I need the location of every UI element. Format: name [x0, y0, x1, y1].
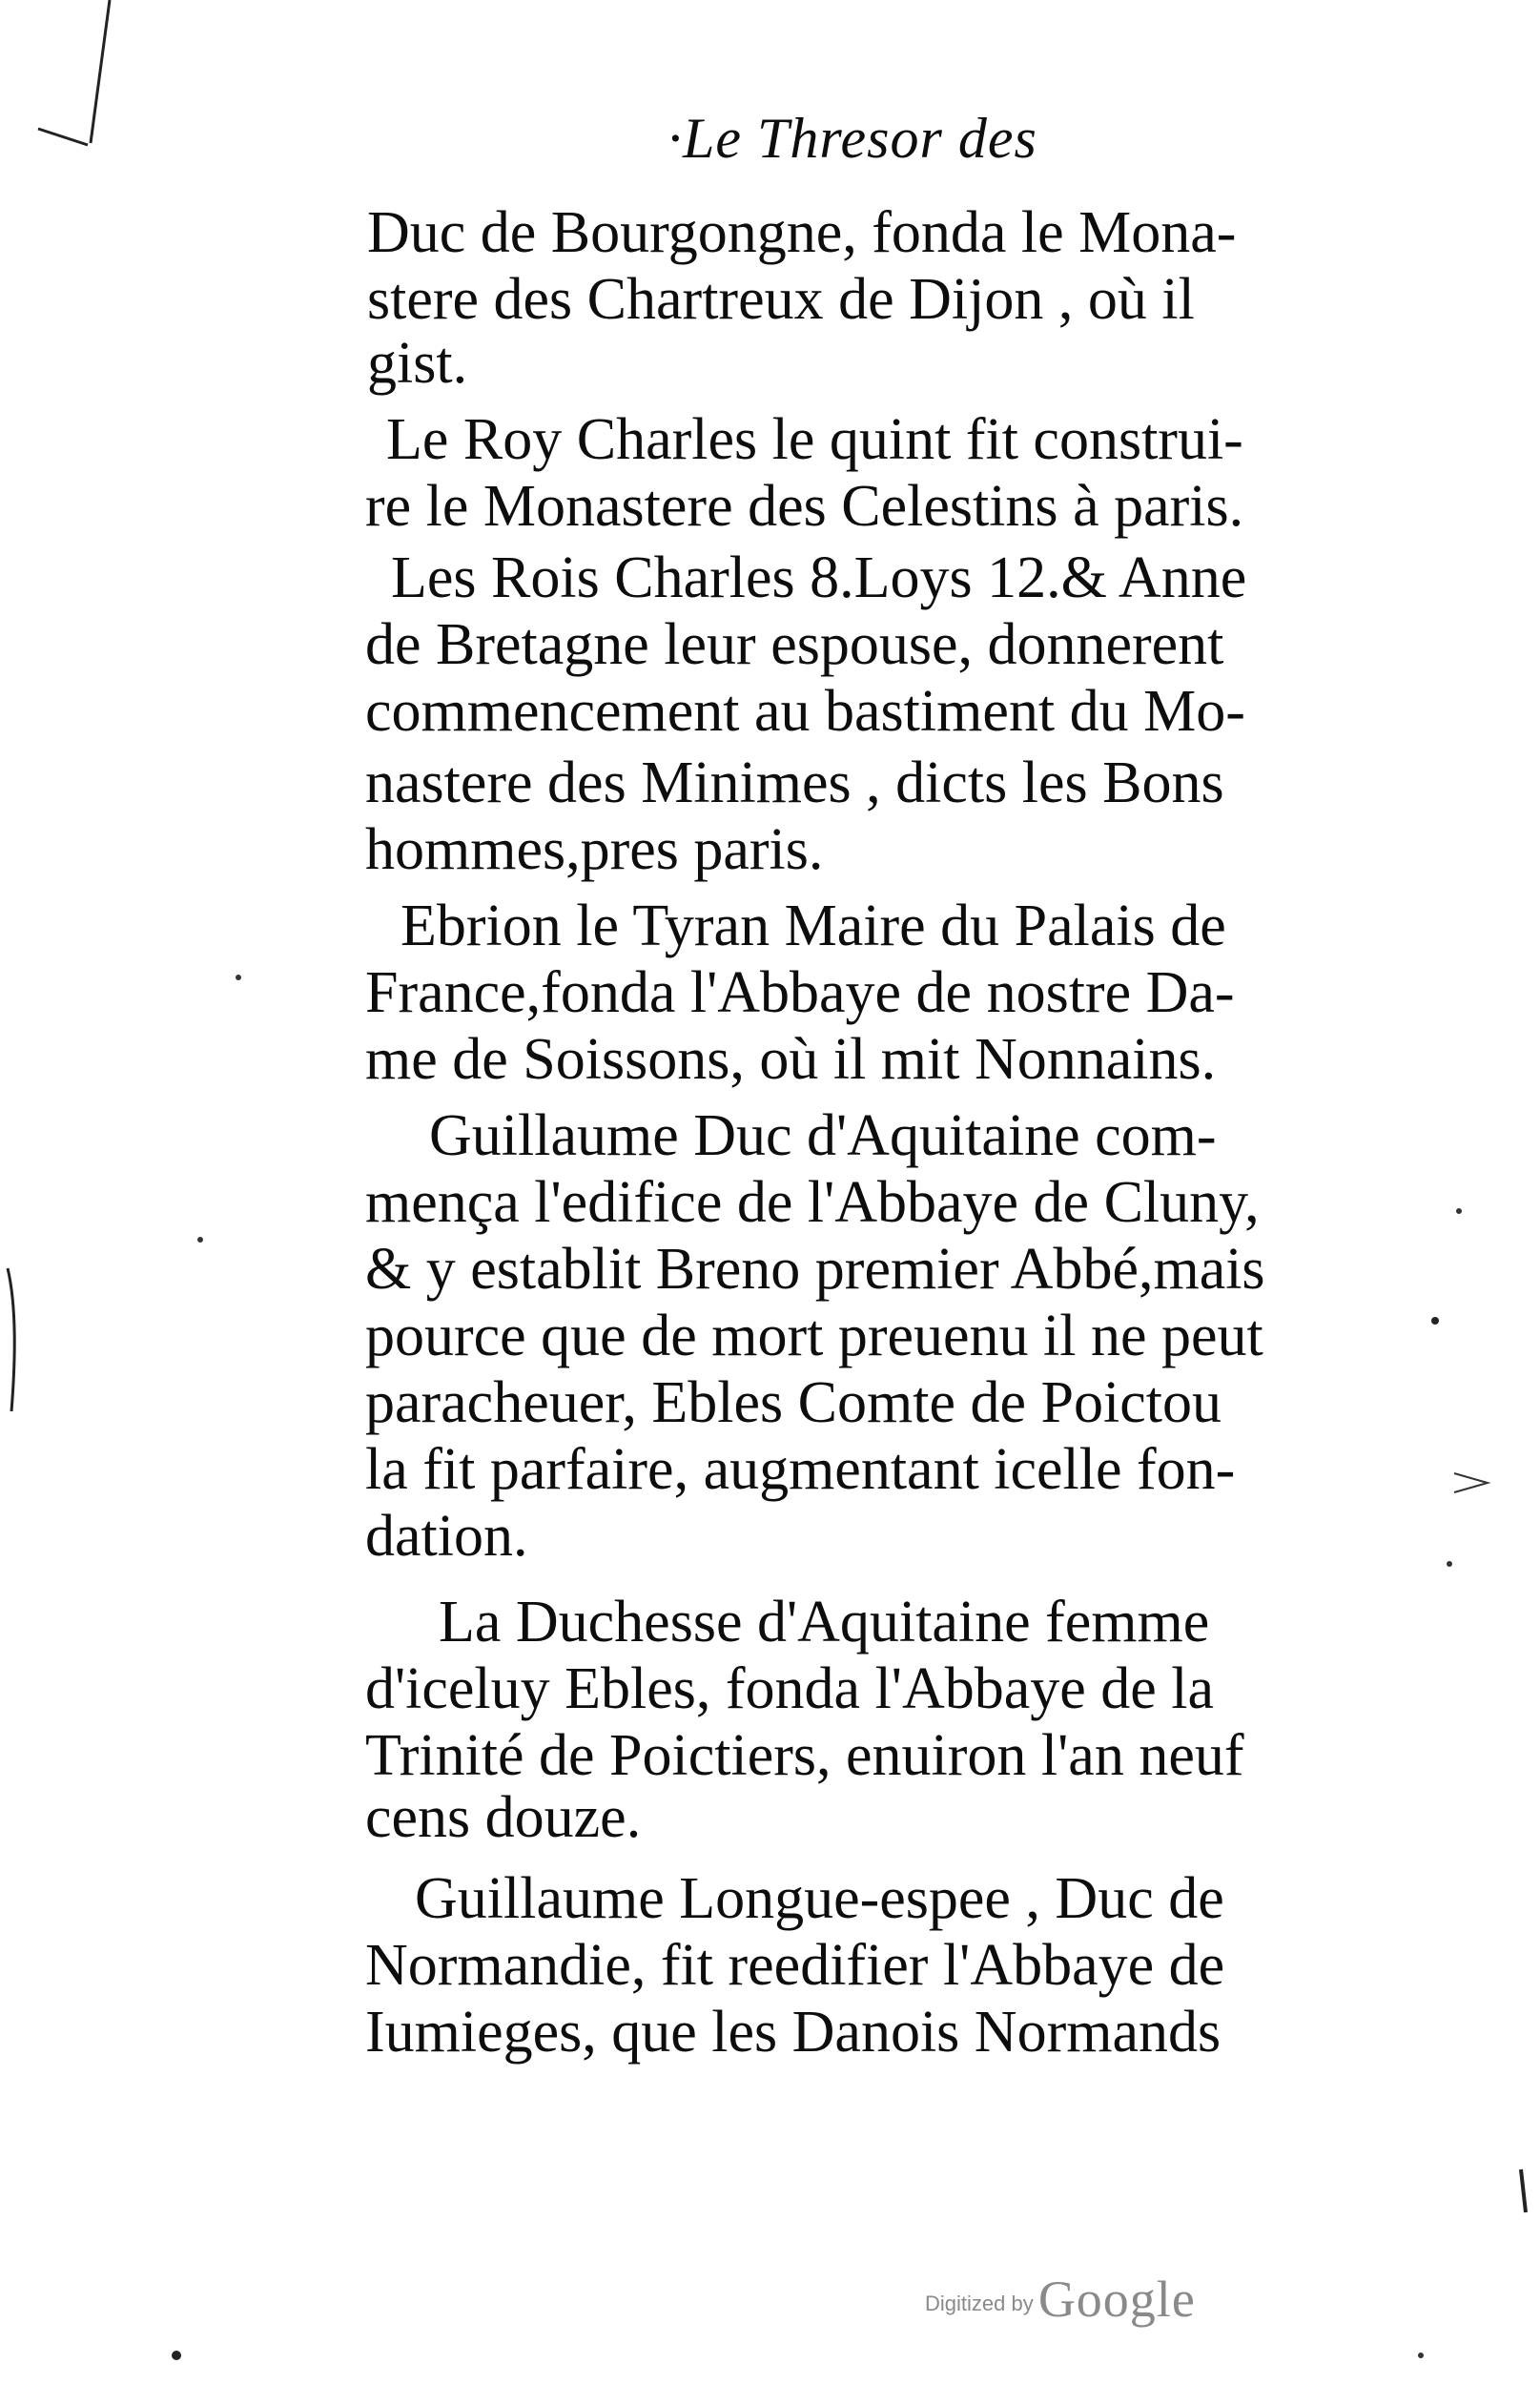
- text-line: Ebrion le Tyran Maire du Palais de: [400, 894, 1226, 958]
- text-line: stere des Chartreux de Dijon , où il: [367, 267, 1195, 332]
- google-wordmark: Google: [1037, 2271, 1196, 2328]
- right-edge-mark: [1521, 2169, 1526, 2212]
- digitized-by-google-watermark: [925, 2270, 1249, 2336]
- text-line: me de Soissons, où il mit Nonnains.: [365, 1027, 1217, 1092]
- text-line: Normandie, fit reedifier l'Abbaye de: [365, 1933, 1225, 1998]
- text-line: paracheuer, Ebles Comte de Poictou: [365, 1370, 1222, 1435]
- text-line: Trinité de Poictiers, enuiron l'an neuf: [365, 1723, 1244, 1788]
- text-line: Le Roy Charles le quint fit construi-: [386, 407, 1243, 472]
- text-line: d'iceluy Ebles, fonda l'Abbaye de la: [365, 1656, 1215, 1721]
- text-line: cens douze.: [365, 1785, 642, 1850]
- text-line: gist.: [367, 331, 468, 396]
- text-line: Iumieges, que les Danois Normands: [365, 2000, 1222, 2065]
- text-line: hommes,pres paris.: [365, 817, 824, 882]
- watermark-prefix: Digitized by: [925, 2292, 1034, 2315]
- text-line: mença l'edifice de l'Abbaye de Cluny,: [365, 1170, 1260, 1235]
- text-line: commencement au bastiment du Mo-: [365, 679, 1245, 744]
- running-head: ·Le Thresor des: [667, 107, 1037, 170]
- text-line: Duc de Bourgongne, fonda le Mona-: [367, 200, 1237, 265]
- text-line: nastere des Minimes , dicts les Bons: [365, 750, 1224, 815]
- text-line: de Bretagne leur espouse, donnerent: [365, 612, 1224, 677]
- text-line: Guillaume Duc d'Aquitaine com-: [429, 1103, 1217, 1168]
- text-line: Les Rois Charles 8.Loys 12.& Anne: [391, 545, 1247, 610]
- speck-mark: [1418, 2353, 1424, 2358]
- text-line: & y establit Breno premier Abbé,mais: [365, 1237, 1265, 1302]
- text-line: Guillaume Longue-espee , Duc de: [415, 1866, 1224, 1931]
- speck-mark: [172, 2351, 181, 2360]
- text-line: la fit parfaire, augmentant icelle fon-: [365, 1437, 1236, 1502]
- text-line: La Duchesse d'Aquitaine femme: [439, 1590, 1210, 1654]
- text-line: France,fonda l'Abbaye de nostre Da-: [365, 960, 1235, 1025]
- text-line: re le Monastere des Celestins à paris.: [365, 474, 1244, 539]
- text-line: pource que de mort preuenu il ne peut: [365, 1304, 1263, 1368]
- text-line: dation.: [365, 1504, 528, 1569]
